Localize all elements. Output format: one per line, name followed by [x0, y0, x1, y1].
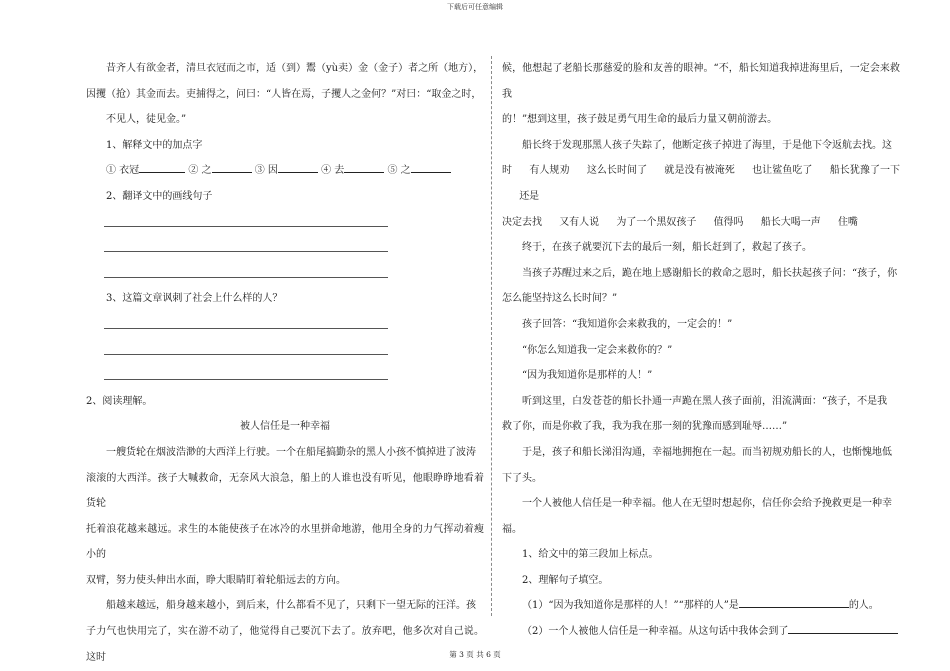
story-line: 候，他想起了老船长那慈爱的脸和友善的眼神。“不，船长知道我掉进海里后，一定会来救我 — [502, 63, 900, 100]
question-1-heading: 1、给文中的第三段加上标点。 — [522, 549, 659, 561]
answer-blank[interactable] — [411, 160, 451, 173]
phrase: 决定去找 — [502, 216, 542, 228]
page-header-note: 下载后可任意编辑 — [447, 3, 503, 11]
sentence-text: （2）一个人被他人信任是一种幸福。从这句话中我体会到了 — [522, 626, 789, 638]
phrase: 为了一个黑奴孩子 — [616, 216, 697, 228]
answer-line[interactable] — [86, 338, 484, 364]
section-2-heading: 2、阅读理解。 — [86, 395, 153, 407]
phrase: 船长大喝一声 — [760, 216, 821, 228]
left-column — [86, 56, 484, 670]
sentence-text: （1）“因为我知道你是那样的人！”“那样的人”是 — [522, 600, 739, 612]
answer-line[interactable] — [86, 235, 484, 261]
sentence-text: 的人。 — [848, 600, 879, 612]
story-line: “你怎么知道我一定会来救你的？” — [522, 344, 673, 356]
phrase: 这么长时间了 — [586, 165, 648, 177]
unpunctuated-line — [502, 210, 900, 236]
story-line: 于是，孩子和船长涕泪沟通，幸福地拥抱在一起。而当初规劝船长的人，也惭愧地低 — [522, 446, 892, 458]
question-1-heading: 1、解释文中的加点字 — [106, 139, 203, 151]
answer-blank[interactable] — [139, 160, 185, 173]
q1-item-1: ① 衣冠 — [106, 165, 140, 177]
phrase: 又有人说 — [559, 216, 600, 228]
answer-line[interactable] — [86, 210, 484, 236]
column-divider — [491, 56, 492, 616]
phrase: 船长犹豫了一下 — [829, 165, 901, 177]
classical-passage-line: 因攫（抢）其金而去。吏捕得之，问曰：“人皆在焉，子攫人之金何？”对曰：“取金之时， — [86, 88, 482, 100]
story-line: 托着浪花越来越远。求生的本能使孩子在冰冷的水里拼命地游，他用全身的力气挥动着瘦小的 — [86, 523, 484, 561]
story-line: 一艘货轮在烟波浩渺的大西洋上行驶。一个在船尾搞勤杂的黑人小孩不慎掉进了波涛 — [106, 446, 476, 458]
story-line: 福。 — [502, 523, 522, 535]
classical-passage-line: 不见人，徒见金。” — [106, 114, 187, 126]
fill-in-sentence-2 — [502, 619, 900, 645]
story-line: 双臂，努力使头伸出水面，睁大眼睛盯着轮船远去的方向。 — [86, 574, 346, 586]
phrase: 还是 — [519, 190, 540, 202]
answer-line[interactable] — [86, 261, 484, 287]
phrase: 也让鲨鱼吃了 — [752, 165, 813, 177]
story-line: 子力气也快用完了，实在游不动了，他觉得自己要沉下去了。放弃吧，他多次对自己说。这时 — [86, 626, 484, 663]
story-line: 船越来越远，船身越来越小，到后来，什么都看不见了，只剩下一望无际的汪洋。孩 — [106, 600, 476, 612]
story-line: 的！”想到这里，孩子鼓足勇气用生命的最后力量又朝前游去。 — [502, 114, 778, 126]
story-line: “因为我知道你是那样的人！” — [522, 370, 653, 382]
question-1-items — [86, 158, 484, 184]
answer-blank[interactable] — [788, 621, 898, 634]
phrase: 住嘴 — [837, 216, 858, 228]
answer-blank[interactable] — [739, 595, 849, 608]
story-line: 当孩子苏醒过来之后，跪在地上感谢船长的救命之恩时，船长扶起孩子问：“孩子，你 — [522, 267, 898, 279]
question-2-heading: 2、翻译文中的画线句子 — [106, 190, 213, 202]
classical-passage-line: 昔齐人有欲金者，清旦衣冠而之市，适（到）鬻（yù卖）金（金子）者之所（地方）， — [106, 63, 484, 74]
answer-blank[interactable] — [278, 160, 318, 173]
answer-line[interactable] — [86, 363, 484, 389]
q1-item-5: ⑤ 之 — [387, 165, 411, 177]
question-3-heading: 3、这篇文章讽刺了社会上什么样的人？ — [106, 293, 283, 305]
unpunctuated-line — [502, 158, 900, 209]
question-2-heading: 2、理解句子填空。 — [522, 574, 609, 586]
story-line: 船长终于发现那黑人孩子失踪了，他断定孩子掉进了海里，于是他下令返航去找。这 — [522, 139, 892, 151]
fill-in-sentence-1 — [502, 593, 900, 619]
phrase: 时 — [502, 165, 513, 177]
story-line: 滚滚的大西洋。孩子大喊救命，无奈风大浪急，船上的人谁也没有听见，他眼睁睁地看着货轮 — [86, 472, 484, 510]
phrase: 就是没有被淹死 — [664, 165, 735, 177]
story-line: 终于，在孩子就要沉下去的最后一刻，船长赶到了，救起了孩子。 — [522, 242, 812, 254]
answer-blank[interactable] — [212, 160, 252, 173]
story-line: 怎么能坚持这么长时间？” — [502, 293, 618, 305]
phrase: 有人规劝 — [529, 165, 570, 177]
story-line: 救了你，而是你救了我，我为我在那一刻的犹豫而感到耻辱……” — [502, 421, 788, 433]
answer-line[interactable] — [86, 312, 484, 338]
q1-item-3: ③ 因 — [254, 165, 278, 177]
right-column — [502, 56, 900, 645]
q1-item-4: ④ 去 — [321, 165, 345, 177]
q1-item-2: ② 之 — [188, 165, 212, 177]
story-line: 孩子回答：“我知道你会来救我的，一定会的！” — [522, 318, 733, 330]
story-title: 被人信任是一种幸福 — [240, 421, 330, 433]
answer-blank[interactable] — [344, 160, 384, 173]
story-line: 听到这里，白发苍苍的船长扑通一声跪在黑人孩子面前，泪流满面：“孩子，不是我 — [522, 395, 888, 407]
story-line: 一个人被他人信任是一种幸福。他人在无望时想起你，信任你会给予挽救更是一种幸 — [522, 498, 892, 510]
phrase: 值得吗 — [713, 216, 744, 228]
page-number-footer: 第 3 页 共 6 页 — [449, 650, 501, 659]
story-line: 下了头。 — [502, 472, 542, 484]
